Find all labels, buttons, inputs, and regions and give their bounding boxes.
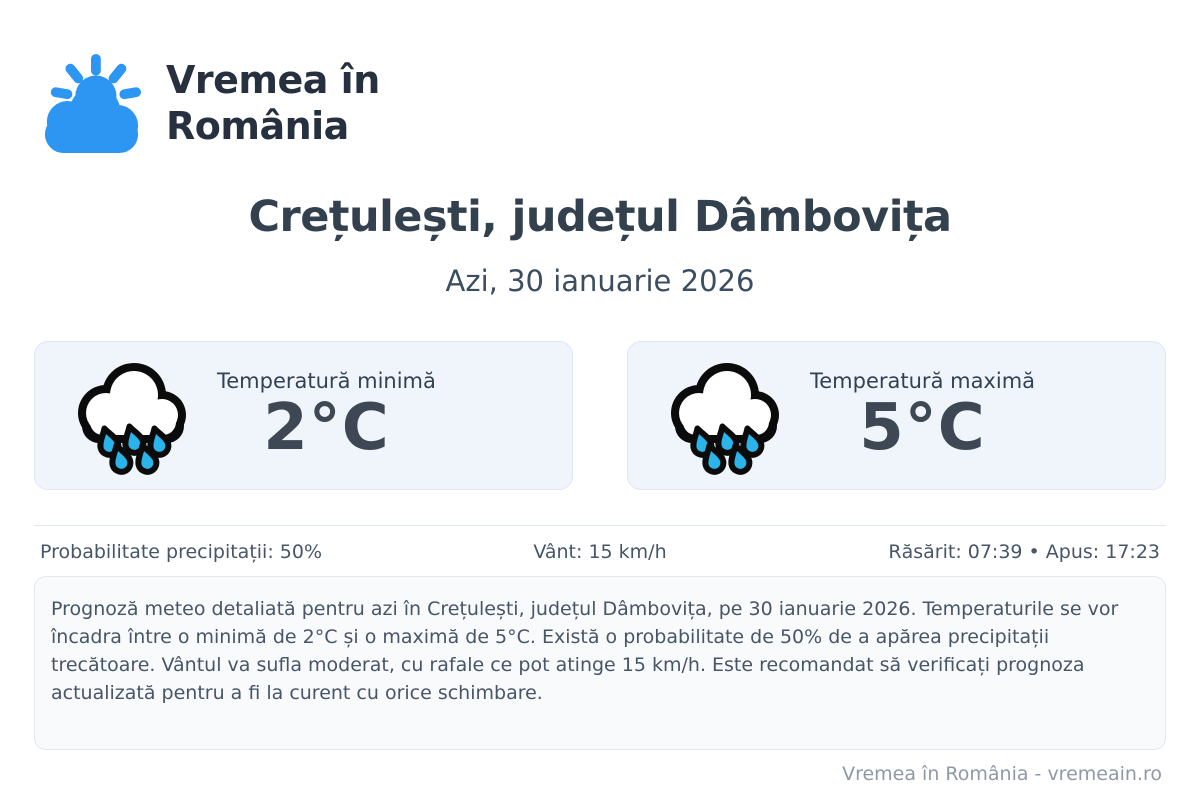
min-temperature-card <box>34 341 573 490</box>
max-temperature-label: Temperatură maximă <box>810 368 1036 393</box>
temperature-cards <box>34 341 1166 490</box>
date-subtitle: Azi, 30 ianuarie 2026 <box>445 264 755 298</box>
forecast-description-box <box>34 576 1166 750</box>
sun-cloud-icon <box>40 50 142 156</box>
sunrise-sunset-stat: Răsărit: 07:39 • Apus: 17:23 <box>888 541 1160 563</box>
footer-credit: Vremea în România - vremeain.ro <box>842 763 1162 785</box>
stats-divider <box>34 525 1166 526</box>
max-temperature-text <box>810 368 1036 465</box>
max-temperature-value: 5°C <box>859 390 986 465</box>
rain-cloud-icon <box>664 357 788 475</box>
min-temperature-value: 2°C <box>263 390 390 465</box>
site-name-line2: România <box>166 104 349 148</box>
rain-cloud-icon <box>71 357 195 475</box>
min-temperature-text <box>217 368 436 465</box>
wind-stat: Vânt: 15 km/h <box>533 541 667 563</box>
min-temperature-label: Temperatură minimă <box>217 368 436 393</box>
stats-row <box>40 541 1160 563</box>
site-logo[interactable] <box>40 50 380 156</box>
site-name-line1: Vremea în <box>166 57 380 102</box>
location-title: Crețulești, județul Dâmbovița <box>248 192 952 242</box>
forecast-description: Prognoză meteo detaliată pentru azi în Crețulești, județul Dâmbovița, pe 30 ianuarie 2026. Temperaturile se vor încadra între o minimă de 2°C și o maximă de 5°C. Există o probabilitate de 50% de a apărea precipitații trecătoare. Vântul va sufla moderat, cu rafale ce pot atinge 15 km/h. Este recomandat să verificați prognoza actualizată pentru a fi la curent cu orice schimbare. <box>51 598 1119 704</box>
precipitation-stat: Probabilitate precipitații: 50% <box>40 541 322 563</box>
site-name <box>166 57 380 150</box>
max-temperature-card <box>627 341 1166 490</box>
